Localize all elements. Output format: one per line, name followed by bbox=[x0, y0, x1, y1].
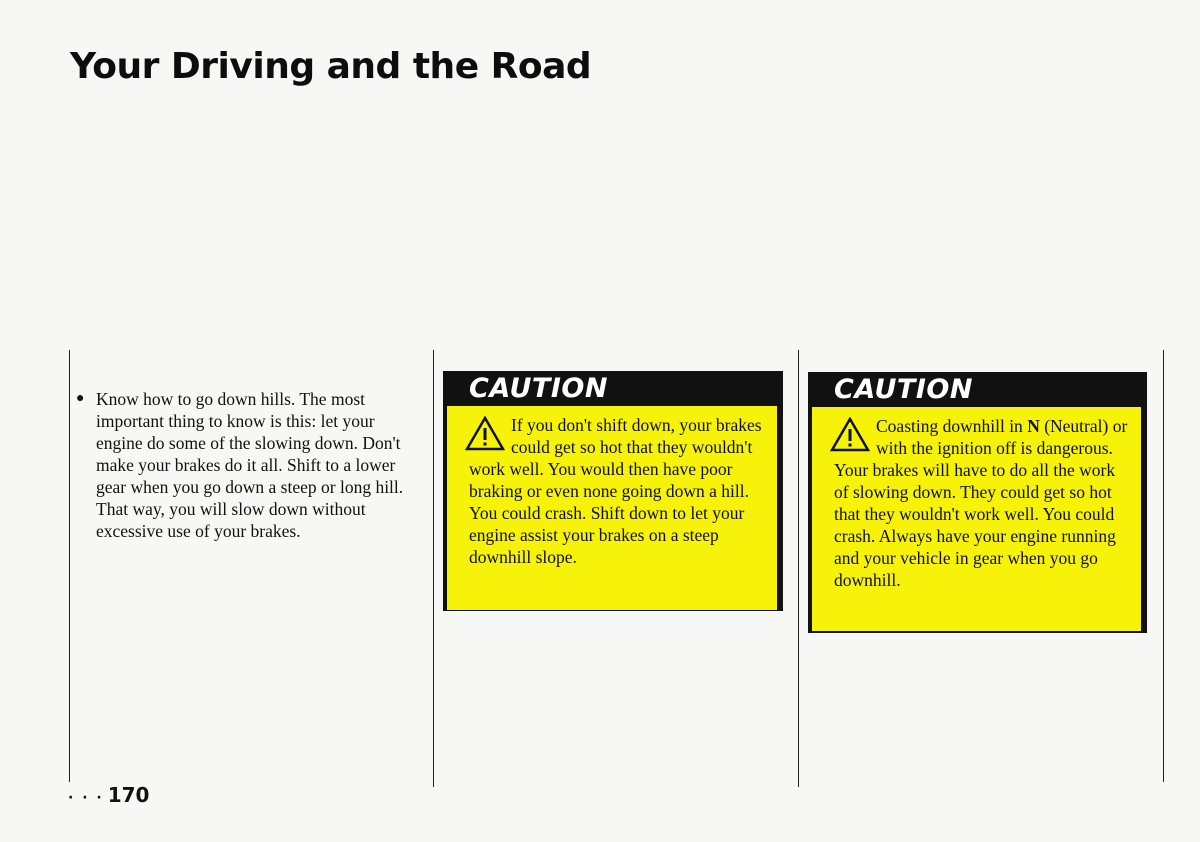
warning-triangle-icon bbox=[465, 416, 505, 452]
caution-body bbox=[812, 407, 1141, 631]
caution-header: CAUTION bbox=[469, 373, 608, 404]
column-divider-middle bbox=[433, 350, 434, 787]
caution-body bbox=[447, 406, 777, 610]
page-title: Your Driving and the Road bbox=[70, 46, 592, 87]
bullet-icon: ● bbox=[76, 391, 85, 406]
caution-text-rest: (Neutral) or with the ignition off is dangerous. Your brakes will have to do all the work of slowing down. They could get so hot that they wouldn't work well. You could crash. Always have your engine running and your vehicle in gear when you go downhill. bbox=[834, 416, 1128, 590]
caution-text: If you don't shift down, your brakes could get so hot that they wouldn't work well. You would then have poor braking or even none going down a hill. You could crash. Shift down to let your engine assist your brakes on a steep downhill slope. bbox=[469, 415, 762, 567]
column-divider-right bbox=[798, 350, 799, 787]
caution-text-start: Coasting downhill in bbox=[876, 416, 1028, 436]
page-number bbox=[68, 783, 149, 807]
caution-header: CAUTION bbox=[834, 374, 973, 405]
column-divider-left bbox=[69, 350, 70, 782]
caution-box-2 bbox=[808, 372, 1147, 633]
warning-triangle-icon bbox=[830, 417, 870, 453]
bullet-list bbox=[76, 388, 416, 542]
caution-box-1 bbox=[443, 371, 783, 611]
neutral-gear-label: N bbox=[1027, 416, 1040, 436]
column-divider-far-right bbox=[1163, 350, 1164, 782]
page-dots: · · · bbox=[68, 790, 104, 806]
page-number-value: 170 bbox=[107, 783, 150, 807]
list-item bbox=[76, 388, 416, 542]
bullet-text: Know how to go down hills. The most important thing to know is this: let your engine do some of the slowing down. Don't make your brakes do it all. Shift to a lower gear when you go down a steep or long hill. That way, you will slow down without excessive use of your brakes. bbox=[96, 389, 404, 541]
